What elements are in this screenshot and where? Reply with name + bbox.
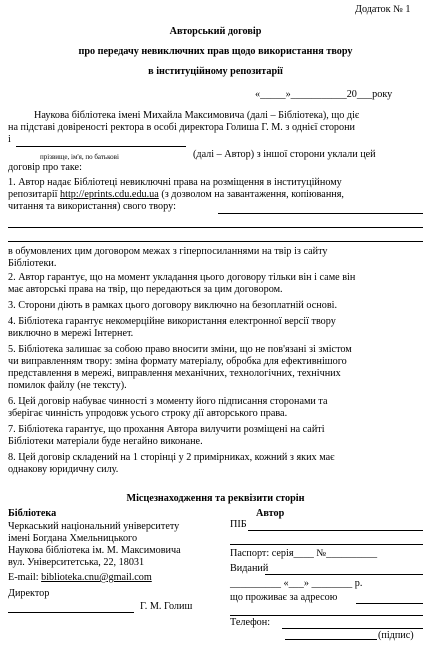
clause-8-line-1: 8. Цей договір складений на 1 сторінці у 2 примірниках, кожний з яких має [8,452,335,463]
library-line-1: Черкаський національний університету [8,521,180,532]
clause-5-line-4: помилок файлу (не тексту). [8,380,127,391]
director-signature-line [8,612,134,613]
preamble-line-5: договір про таке: [8,162,82,173]
doc-title: Авторський договір [169,26,262,37]
clause-1-line-2: репозитарії http://eprints.cdu.edu.ua (з дозволом на завантаження, копіювання, [8,189,344,200]
appendix-label: Додаток № 1 [355,4,411,15]
clause-3: 3. Сторони діють в рамках цього договору виключно на безоплатній основі. [8,300,338,311]
author-issued-label: Виданий [230,563,269,574]
clause-2-line-1: 2. Автор гарантує, що на момент укладання цього договору тільки він і саме він [8,272,356,283]
work-title-line-3 [8,241,423,242]
author-phone-line [282,628,423,629]
director-name: Г. М. Голиш [140,601,193,612]
work-title-line-1 [218,213,423,214]
author-name-line [16,146,186,147]
clause-1-line-3: читання та використання) свого твору: [8,201,176,212]
repository-link[interactable]: http://eprints.cdu.edu.ua [60,189,159,200]
author-address-line-2 [230,615,423,616]
clause-1-line-1: 1. Автор надає Бібліотеці невиключні права на розміщення в інституційному [8,177,342,188]
author-pib-line-2 [230,544,423,545]
author-pib-line-1 [248,530,423,531]
preamble-line-3-start: і [8,134,11,145]
clause-6-line-2: зберігає чинність упродовж усього строку дії авторського права. [8,408,288,419]
author-pib-label: ПІБ [230,519,247,530]
clause-5-line-3: представлення в мережі, виправлення механічних, технологічних, технічних [8,368,341,379]
author-address-line-1 [356,603,423,604]
clause-7-line-1: 7. Бібліотека гарантує, що прохання Автора вилучити розміщені на сайті [8,424,325,435]
author-address-label: що проживає за адресою [230,592,338,603]
doc-subtitle-1: про передачу невиключних прав щодо використання твору [78,46,353,57]
clause-5-line-2: чи виправленням твору: зміна формату матеріалу, обробка для ефективнішого [8,356,347,367]
preamble-line-4: (далі – Автор) з іншої сторони уклали цей [193,149,376,160]
author-name-hint: прізвище, ім'я, по батькові [40,153,119,161]
clause-1-line-4: в обумовлених цим договором межах з гіперпосиланнями на твір із сайту [8,246,328,257]
author-passport: Паспорт: серія____ №__________ [230,548,378,559]
library-email-link[interactable]: biblioteka.cnu@gmail.com [41,572,152,583]
author-signature-label: (підпис) [378,630,414,641]
library-director: Директор [8,588,50,599]
clause-4-line-1: 4. Бібліотека гарантує некомерційне використання електронної версії твору [8,316,336,327]
library-line-4: вул. Університетська, 22, 18031 [8,557,145,568]
library-heading: Бібліотека [8,508,57,519]
author-issued-line [265,574,423,575]
author-phone-label: Телефон: [230,617,271,628]
requisites-heading: Місцезнаходження та реквізити сторін [126,493,305,504]
clause-8-line-2: однакову юридичну силу. [8,464,119,475]
clause-5-line-1: 5. Бібліотека залишає за собою право вносити зміни, що не пов'язані зі змістом [8,344,352,355]
doc-subtitle-2: в інституційному репозитарії [148,66,283,77]
clause-6-line-1: 6. Цей договір набуває чинності з моменту його підписання сторонами та [8,396,328,407]
author-signature-line [285,639,377,640]
preamble-line-2: на підставі довіреності ректора в особі директора Голиша Г. М. з однієї сторони [8,122,355,133]
clause-7-line-2: Бібліотеки матеріали буде негайно виконане. [8,436,203,447]
clause-2-line-2: має авторські права на твір, що передаються за цим договором. [8,284,283,295]
date-line: «_____»___________20___року [255,89,393,100]
clause-4-line-2: виключно в мережі Інтернет. [8,328,134,339]
library-line-3: Наукова бібліотека ім. М. Максимовича [8,545,181,556]
clause-1-line-5: Бібліотеки. [8,258,57,269]
author-heading: Автор [256,508,285,519]
library-email: E-mail: biblioteka.cnu@gmail.com [8,572,152,583]
author-issued-date: __________ «___» ________ р. [230,578,363,589]
library-line-2: імені Богдана Хмельницького [8,533,138,544]
preamble-line-1: Наукова бібліотека імені Михайла Максимовича (далі – Бібліотека), що діє [34,110,360,121]
work-title-line-2 [8,227,423,228]
